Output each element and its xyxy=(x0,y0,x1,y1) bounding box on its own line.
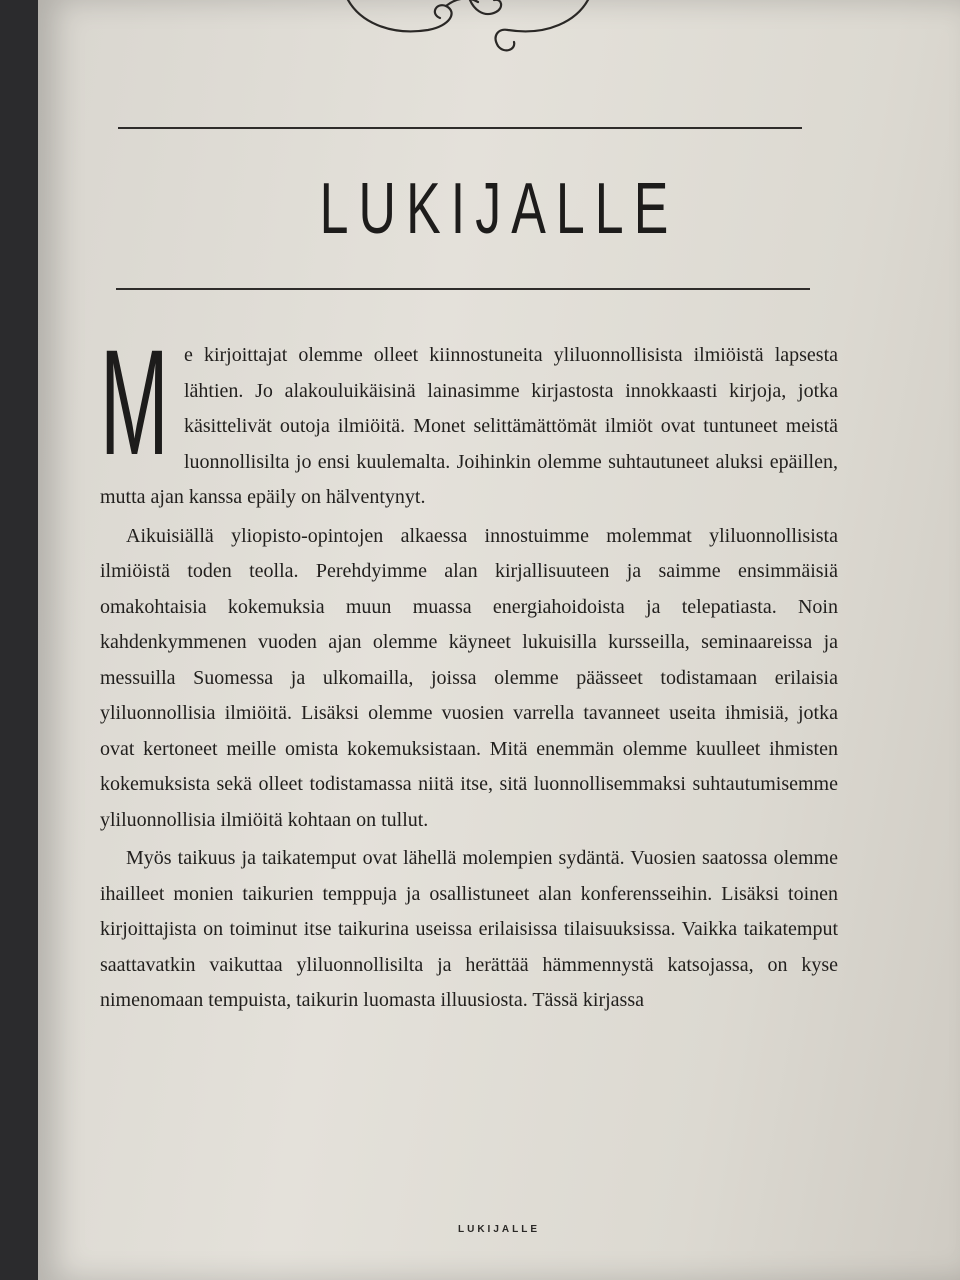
book-page xyxy=(38,0,960,1280)
title-rule-top xyxy=(118,127,802,129)
running-footer: LUKIJALLE xyxy=(458,1224,540,1235)
paragraph: Myös taikuus ja taikatemput ovat lähellä molempien sydäntä. Vuosien saatossa olemme ihailleet monien taikurien temppuja ja osallistuneet alan konferensseihin. Lisäksi toinen kirjoittajista on toiminut itse taikurina useissa erilaisissa tilaisuuksissa. Vaikka taikatemput saattavatkin vaikuttaa yliluonnollisilta ja herättää hämmennystä katsojassa, on kyse nimenomaan tempuista, taikurin luomasta illuusiosta. Tässä kirjassa xyxy=(100,847,838,1011)
chapter-body xyxy=(100,318,838,1019)
title-rule-bottom xyxy=(116,288,810,290)
paragraph: Aikuisiällä yliopisto-opintojen alkaessa innostuimme molemmat yliluonnollisista ilmiöistä toden teolla. Perehdyimme alan kirjallisuuteen ja saimme ensimmäisiä omakohtaisia kokemuksia muun muassa energiahoidoista ja telepatiasta. Noin kahdenkymmenen vuoden ajan olemme käyneet lukuisilla kursseilla, seminaareissa ja messuilla Suomessa ja ulkomailla, joissa olemme päässeet todistamaan erilaisia yliluonnollisia ilmiöitä. Lisäksi olemme vuosien varrella tavanneet useita ihmisiä, jotka ovat kertoneet meille omista kokemuksistaan. Mitä enemmän olemme kuulleet ihmisten kokemuksista sekä olleet todistamassa niitä itse, sitä luonnollisemmaksi suhtautumisemme yliluonnollisia ilmiöitä kohtaan on tullut. xyxy=(100,524,838,831)
paragraph-text: e kirjoittajat olemme olleet kiinnostuneita yliluonnollisista ilmiöistä lapsesta lähtien. Jo alakouluikäisinä lainasimme kirjastosta innokkaasti kirjoja, jotka käsittelivät outoja ilmiöitä. Monet selittämättömät ilmiöt ovat tuntuneet meistä luonnollisilta jo ensi kuulemalta. Joihinkin olemme suhtautuneet aluksi epäillen, mutta ajan kanssa epäily on hälventynyt. xyxy=(100,344,838,508)
chapter-title: LUKIJALLE xyxy=(319,169,679,249)
drop-cap: M xyxy=(100,318,169,486)
flourish-ornament-icon xyxy=(338,0,598,72)
paragraph xyxy=(100,318,838,516)
